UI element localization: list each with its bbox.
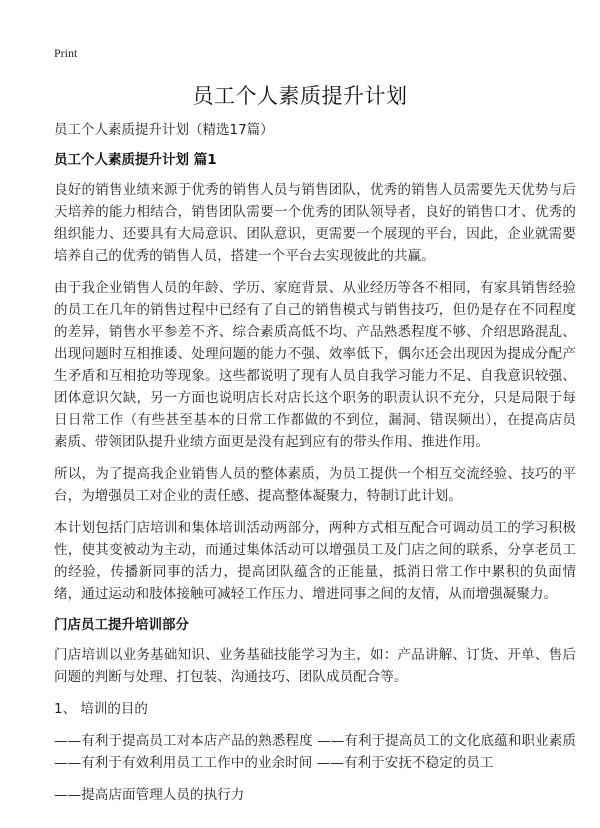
purpose-list: ——有利于提高员工对本店产品的熟悉程度 ——有利于提高员工的文化底蕴和职业素质 ——有利于有效利用员工工作中的业余时间 ——有利于安抚不稳定的员工 xyxy=(54,733,576,771)
purpose-list: ——提高店面管理人员的执行力 xyxy=(54,787,245,803)
paragraph: 由于我企业销售人员的年龄、学历、家庭背景、从业经历等各不相同，有家具销售经验的员工在几年的销售过程中已经有了自己的销售模式与销售技巧，但仍是存在不同程度的差异，销售水平参差不齐、综合素质高低不均、产品熟悉程度不够、介绍思路混乱、出现问题时互相推诿、处理问题的能力不强、效率低下，偶尔还会出现因为提成分配产生矛盾和互相抢功等现象。这些都说明了现有人员自我学习能力不足、自我意识较强、团体意识欠缺，另一方面也说明店长对店长这个职务的职责认识不充分，只是局限于每日日常工作（有些甚至基本的日常工作都做的不到位，漏洞、错误频出），在提高店员素质、带领团队提升业绩方面更是没有起到应有的带头作用、推进作用。 xyxy=(54,280,576,450)
paragraph: 门店培训以业务基础知识、业务基础技能学习为主，如：产品讲解、订货、开单、售后问题的判断与处理、打包装、沟通技巧、团队成员配合等。 xyxy=(54,647,576,685)
print-label[interactable]: Print xyxy=(54,46,78,60)
paragraph: 所以，为了提高我企业销售人员的整体素质，为员工提供一个相互交流经验、技巧的平台，为增强员工对企业的责任感、提高整体凝聚力，特制订此计划。 xyxy=(54,466,576,504)
section-heading: 员工个人素质提升计划 篇1 xyxy=(54,152,217,168)
document-title: 员工个人素质提升计划 xyxy=(192,84,408,108)
section-heading: 门店员工提升培训部分 xyxy=(54,617,189,633)
document-subtitle: 员工个人素质提升计划（精选17篇） xyxy=(54,122,274,138)
paragraph: 良好的销售业绩来源于优秀的销售人员与销售团队，优秀的销售人员需要先天优势与后天培养的能力相结合，销售团队需要一个优秀的团队领导者，良好的销售口才、优秀的组织能力、还要具有大局意识、团队意识，更需要一个展现的平台，因此，企业就需要培养自己的优秀的销售人员，搭建一个平台去实现彼此的共赢。 xyxy=(54,182,576,264)
document-body xyxy=(54,150,576,816)
paragraph: 本计划包括门店培训和集体培训活动两部分，两种方式相互配合可调动员工的学习积极性，使其变被动为主动，而通过集体活动可以增强员工及门店之间的联系，分享老员工的经验，传播新同事的活力，提高团队蕴含的正能量，抵消日常工作中累积的负面情绪，通过运动和肢体接触可减轻工作压力、增进同事之间的友情，从而增强凝聚力。 xyxy=(54,520,576,602)
numbered-item: 1、 培训的目的 xyxy=(54,701,148,717)
